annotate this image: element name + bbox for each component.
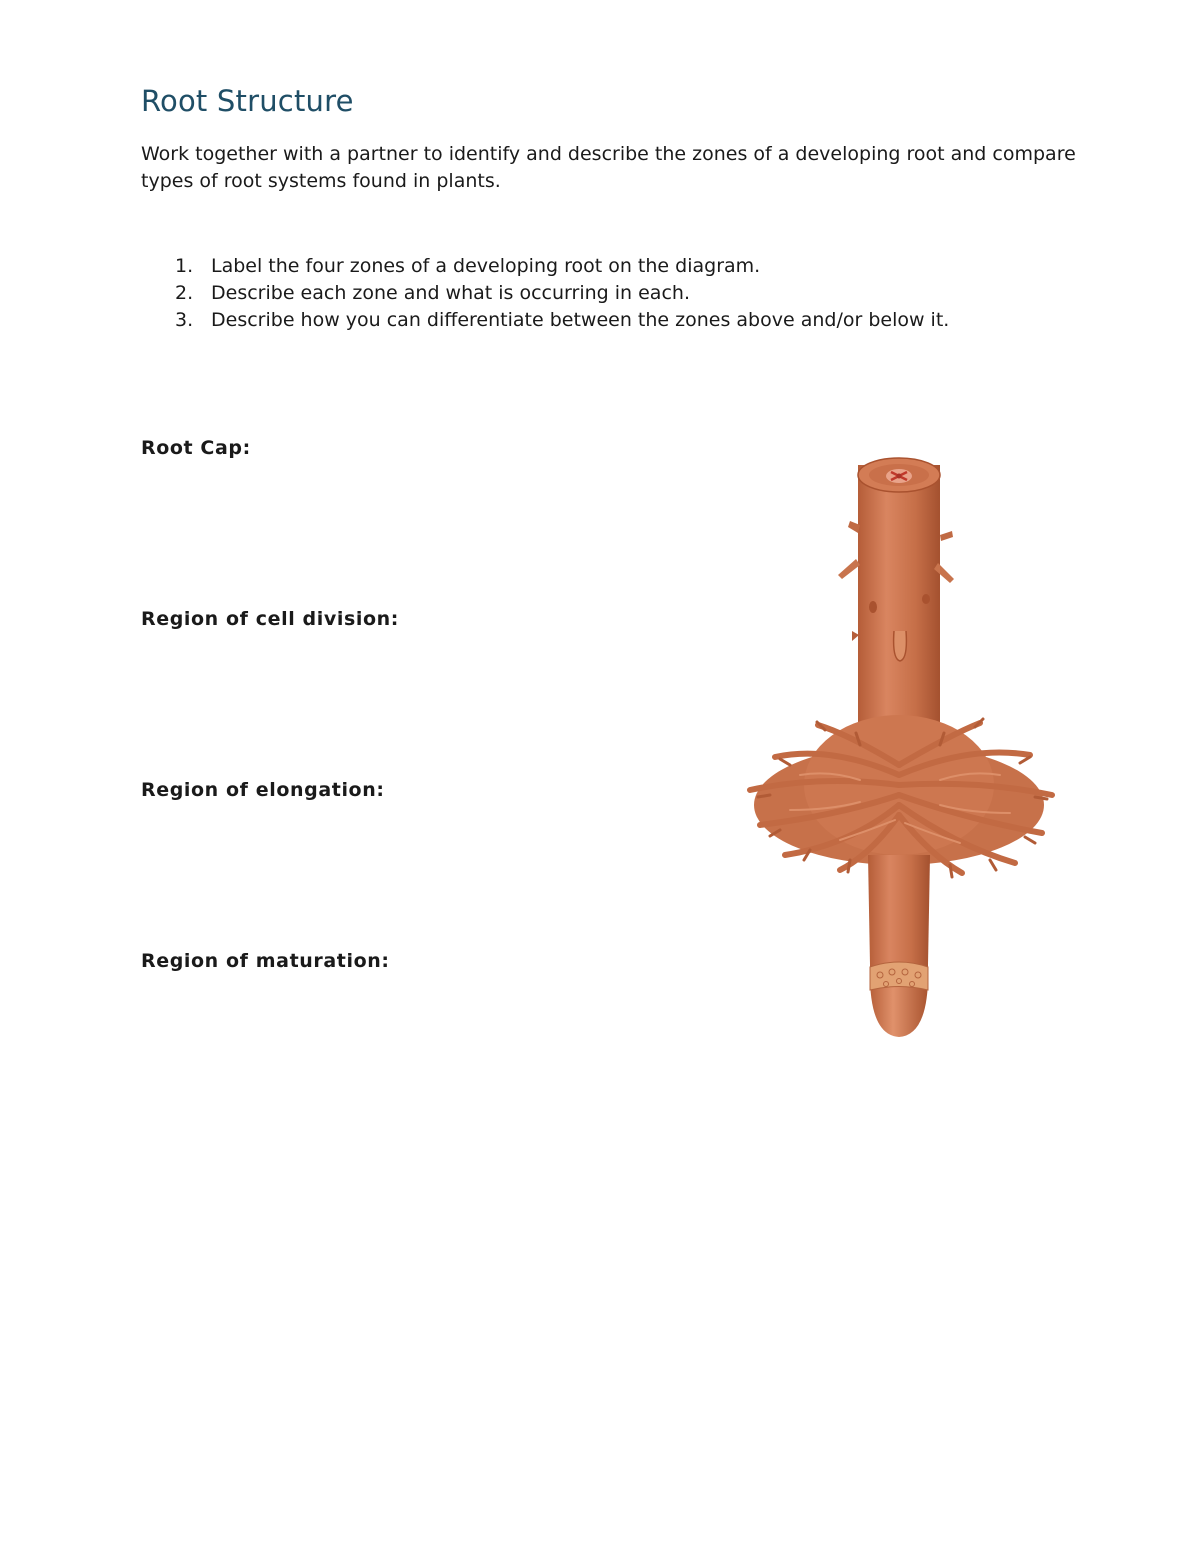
intro-paragraph: Work together with a partner to identify and describe the zones of a developing root and compare types of root systems found in plants.: [141, 143, 1076, 192]
task-number: 3.: [175, 309, 194, 331]
root-upper-section: [838, 458, 954, 735]
root-cap-cells: [870, 962, 928, 990]
task-list: [141, 253, 1121, 334]
task-text: Describe how you can differentiate between the zones above and/or below it.: [211, 309, 950, 331]
root-cap-label: Root Cap:: [141, 437, 251, 459]
task-item: [141, 253, 1121, 280]
task-number: 2.: [175, 282, 194, 304]
cell-division-label: Region of cell division:: [141, 608, 399, 630]
task-item: [141, 280, 1121, 307]
task-item: [141, 307, 1121, 334]
task-number: 1.: [175, 255, 194, 277]
root-hair-zone: [750, 715, 1052, 877]
page-title: Root Structure: [141, 84, 354, 118]
task-text: Describe each zone and what is occurring in each.: [211, 282, 690, 304]
root-diagram: [730, 445, 1070, 1045]
root-lower-section: [868, 855, 930, 1037]
elongation-label: Region of elongation:: [141, 779, 385, 801]
vascular-cross-section: [886, 469, 912, 483]
maturation-label: Region of maturation:: [141, 950, 390, 972]
task-text: Label the four zones of a developing root on the diagram.: [211, 255, 761, 277]
